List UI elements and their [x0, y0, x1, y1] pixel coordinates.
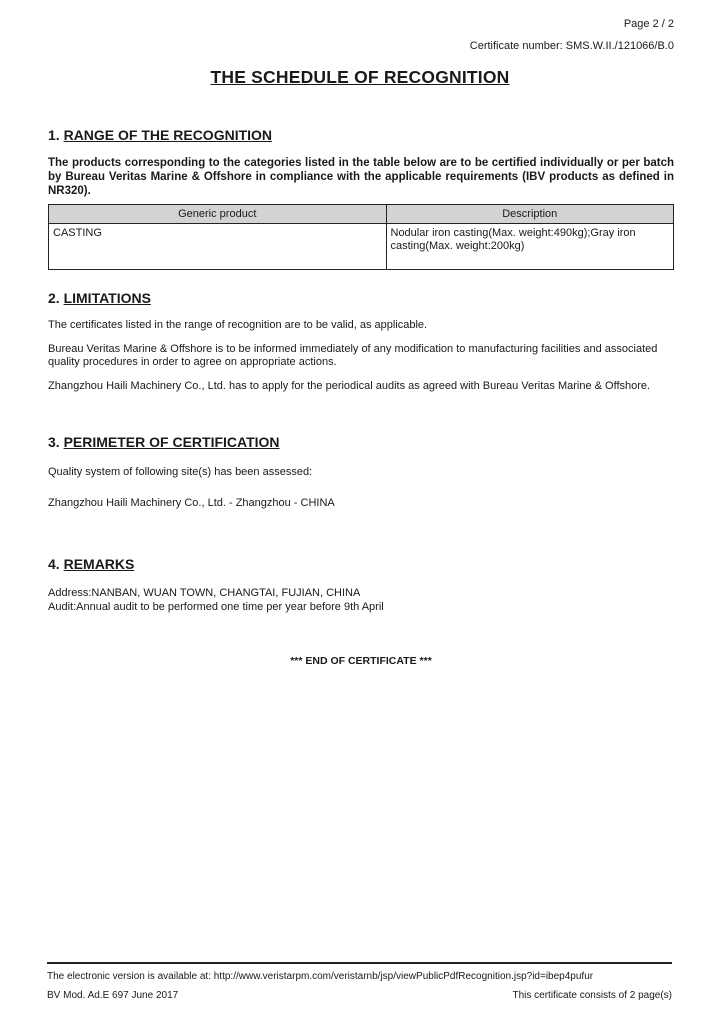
page-number: Page 2 / 2	[623, 18, 674, 30]
form-reference: BV Mod. Ad.E 697 June 2017	[47, 990, 179, 1001]
document-title	[0, 67, 720, 88]
section-2-heading	[48, 290, 674, 306]
cell-generic-product: CASTING	[49, 224, 387, 270]
limitations-paragraph: The certificates listed in the range of recognition are to be valid, as applicable.	[48, 319, 428, 331]
remarks-lines	[48, 587, 674, 614]
section-limitations	[48, 290, 674, 393]
document-title-text: THE SCHEDULE OF RECOGNITION	[210, 67, 510, 87]
section-1-number: 1.	[48, 127, 60, 143]
section-range-of-recognition	[48, 127, 674, 270]
table-header-description: Description	[386, 205, 674, 224]
table-header-generic-product: Generic product	[49, 205, 387, 224]
table-header-row	[49, 205, 674, 224]
section-1-heading	[48, 127, 674, 143]
certificate-number: Certificate number: SMS.W.II./121066/B.0	[469, 40, 674, 52]
page-count-note: This certificate consists of 2 page(s)	[512, 990, 672, 1001]
page-header	[0, 18, 674, 52]
section-4-heading	[48, 556, 674, 572]
perimeter-paragraph: Quality system of following site(s) has been assessed:	[48, 466, 313, 478]
footer-bottom-row	[47, 990, 672, 1001]
section-4-title: REMARKS	[63, 556, 135, 572]
section-4-number: 4.	[48, 556, 60, 572]
end-of-certificate-marker: *** END OF CERTIFICATE ***	[290, 655, 432, 667]
remarks-audit-line: Audit:Annual audit to be performed one time per year before 9th April	[48, 600, 384, 613]
cell-description: Nodular iron casting(Max. weight:490kg);Gray iron casting(Max. weight:200kg)	[386, 224, 674, 270]
document-body	[48, 127, 674, 667]
section-3-number: 3.	[48, 434, 60, 450]
section-remarks	[48, 556, 674, 614]
limitations-paragraph: Bureau Veritas Marine & Offshore is to be informed immediately of any modification to manufacturing facilities and associated quality procedures in order to agree on appropriate actions.	[48, 342, 658, 368]
section-1-intro-paragraph: The products corresponding to the categories listed in the table below are to be certified individually or per batch by Bureau Veritas Marine & Offshore in compliance with the applicable requirements (IBV products as defined in NR320).	[48, 157, 674, 197]
perimeter-site-line: Zhangzhou Haili Machinery Co., Ltd. - Zhangzhou - CHINA	[48, 496, 335, 509]
section-2-title: LIMITATIONS	[63, 290, 151, 306]
remarks-address-line: Address:NANBAN, WUAN TOWN, CHANGTAI, FUJIAN, CHINA	[48, 587, 361, 599]
section-2-number: 2.	[48, 290, 60, 306]
section-perimeter-of-certification	[48, 434, 674, 510]
section-1-title: RANGE OF THE RECOGNITION	[63, 127, 273, 143]
section-3-title: PERIMETER OF CERTIFICATION	[63, 434, 280, 450]
table-row	[49, 224, 674, 270]
electronic-version-note: The electronic version is available at: http://www.veristarpm.com/veristarnb/jsp/viewPublicPdfRecognition.jsp?id=ibep4pufur	[47, 971, 594, 982]
page-footer	[47, 962, 672, 1001]
section-3-heading	[48, 434, 674, 450]
recognition-table	[48, 204, 674, 270]
limitations-paragraph: Zhangzhou Haili Machinery Co., Ltd. has to apply for the periodical audits as agreed with Bureau Veritas Marine & Offshore.	[48, 379, 651, 392]
